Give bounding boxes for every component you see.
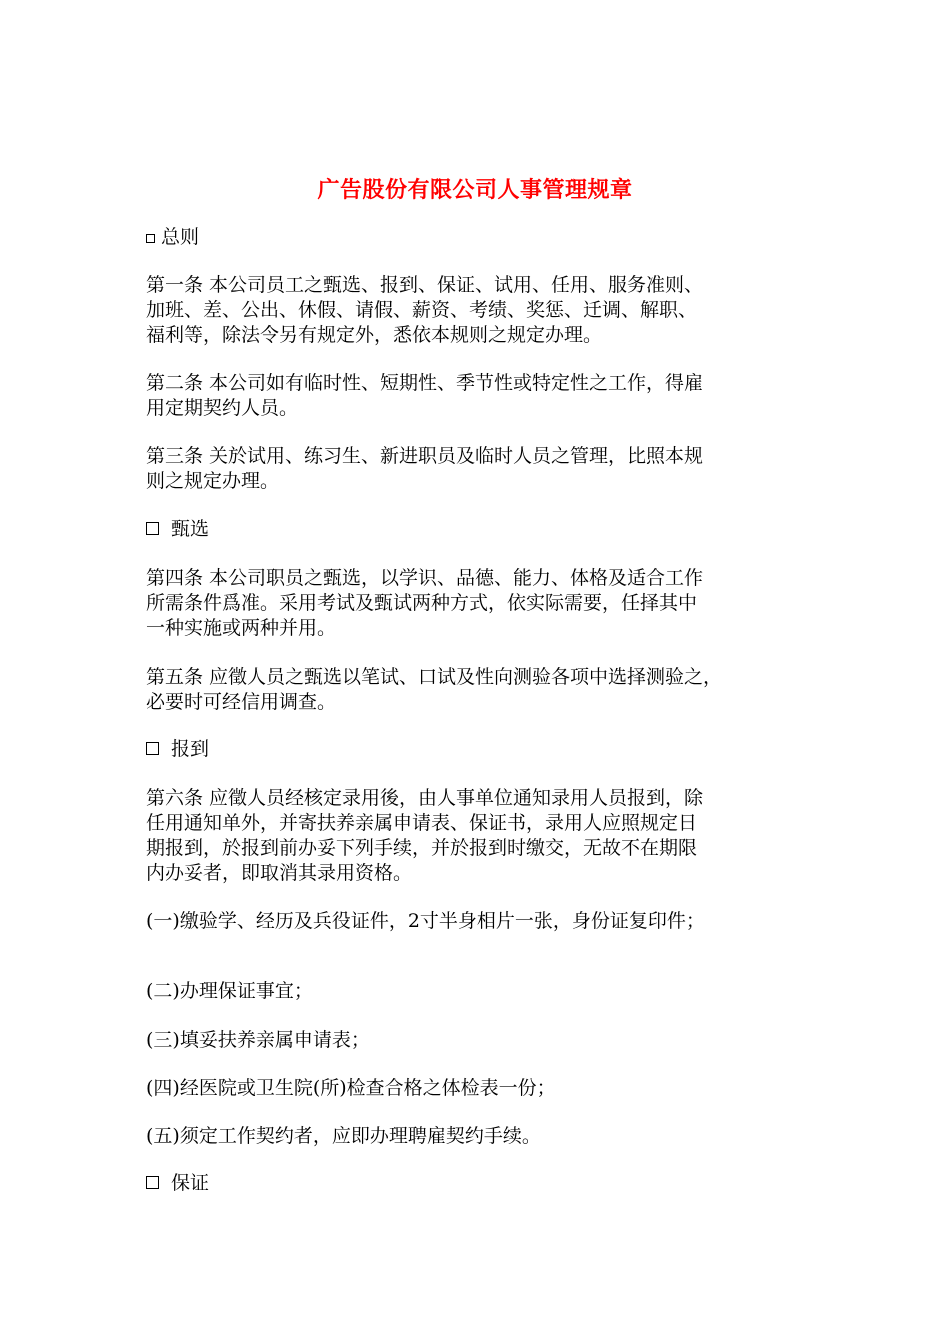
article-line: 一种实施或两种并用。 (146, 617, 337, 639)
section-label: 总则 (161, 226, 200, 248)
checkbox-icon (146, 742, 159, 755)
article-line: 第五条 应徵人员之甄选以笔试、口试及性向测验各项中选择测验之， (146, 666, 723, 688)
article-2 (146, 371, 818, 421)
article-line: 任用通知单外，并寄扶养亲属申请表、保证书，录用人应照规定日 (146, 812, 698, 834)
section-label: 报到 (171, 738, 210, 760)
article-line: 第四条 本公司职员之甄选，以学识、品德、能力、体格及适合工作 (146, 567, 704, 589)
list-item-1 (146, 909, 818, 934)
article-line: 期报到，於报到前办妥下列手续，并於报到时缴交，无故不在期限 (146, 837, 698, 859)
article-line: 则之规定办理。 (146, 470, 280, 492)
article-line: 加班、差、公出、休假、请假、薪资、考绩、奖惩、迁调、解职、 (146, 299, 698, 321)
article-6 (146, 786, 818, 886)
section-heading-general (146, 225, 199, 250)
list-item-text: (二)办理保证事宜； (146, 980, 313, 1002)
list-item-text: (一)缴验学、经历及兵役证件，2寸半身相片一张，身份证复印件； (146, 910, 705, 932)
list-item-4 (146, 1076, 818, 1101)
list-item-text: (三)填妥扶养亲属申请表； (146, 1029, 370, 1051)
article-line: 内办妥者，即取消其录用资格。 (146, 862, 413, 884)
article-line: 第二条 本公司如有临时性、短期性、季节性或特定性之工作，得雇 (146, 372, 704, 394)
list-item-2 (146, 979, 818, 1004)
article-line: 用定期契约人员。 (146, 397, 299, 419)
article-line: 必要时可经信用调查。 (146, 691, 337, 713)
article-4 (146, 566, 818, 641)
section-heading-guarantee (146, 1171, 209, 1196)
list-item-text: (五)须定工作契约者，应即办理聘雇契约手续。 (146, 1125, 541, 1147)
document-title: 广告股份有限公司人事管理规章 (317, 178, 633, 203)
article-line: 第三条 关於试用、练习生、新进职员及临时人员之管理，比照本规 (146, 445, 704, 467)
checkbox-icon (146, 234, 155, 243)
article-line: 所需条件爲准。采用考试及甄试两种方式，依实际需要，任择其中 (146, 592, 698, 614)
article-1 (146, 273, 818, 348)
article-5 (146, 665, 818, 715)
section-heading-report (146, 737, 209, 762)
list-item-text: (四)经医院或卫生院(所)检查合格之体检表一份； (146, 1077, 556, 1099)
article-line: 第六条 应徵人员经核定录用後，由人事单位通知录用人员报到，除 (146, 787, 704, 809)
article-3 (146, 444, 818, 494)
section-label: 保证 (171, 1172, 210, 1194)
list-item-3 (146, 1028, 818, 1053)
list-item-5 (146, 1124, 818, 1149)
article-line: 第一条 本公司员工之甄选、报到、保证、试用、任用、服务准则、 (146, 274, 704, 296)
checkbox-icon (146, 1176, 159, 1189)
section-heading-selection (146, 517, 209, 542)
checkbox-icon (146, 522, 159, 535)
section-label: 甄选 (171, 518, 210, 540)
article-line: 福利等，除法令另有规定外，悉依本规则之规定办理。 (146, 324, 603, 346)
